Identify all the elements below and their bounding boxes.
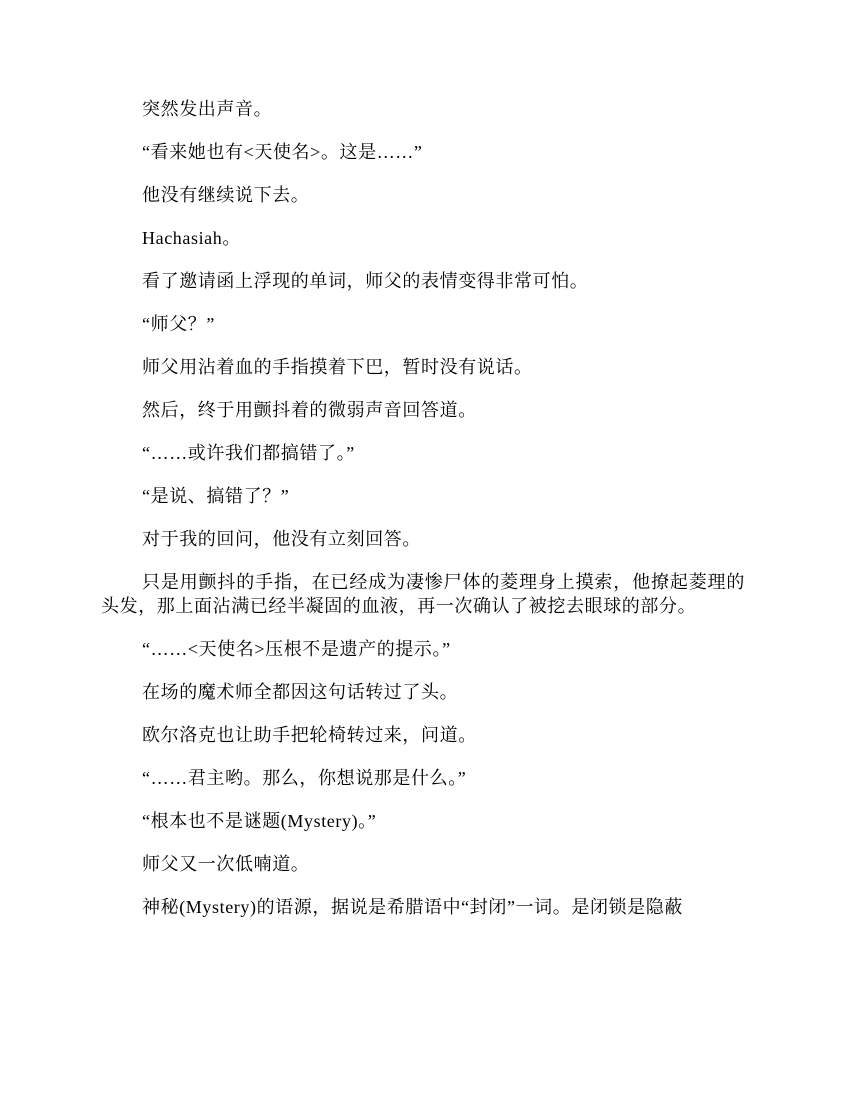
paragraph: 突然发出声音。 (142, 99, 273, 119)
paragraph: 神秘(Mystery)的语源，据说是希腊语中“封闭”一词。是闭锁是隐蔽 (142, 897, 683, 917)
paragraph: 然后，终于用颤抖着的微弱声音回答道。 (142, 400, 477, 420)
paragraph: “看来她也有<天使名>。这是……” (142, 142, 423, 162)
paragraph: 他没有继续说下去。 (142, 185, 310, 205)
paragraph: “……或许我们都搞错了。” (142, 443, 355, 463)
document-body (101, 97, 745, 938)
paragraph: “……<天使名>压根不是遗产的提示。” (142, 639, 451, 659)
paragraph: 在场的魔术师全都因这句话转过了头。 (142, 682, 459, 702)
paragraph: 对于我的回问，他没有立刻回答。 (142, 529, 421, 549)
paragraph: 师父又一次低喃道。 (142, 854, 310, 874)
paragraph: “……君主哟。那么，你想说那是什么。” (142, 768, 467, 788)
paragraph: 只是用颤抖的手指，在已经成为凄惨尸体的菱理身上摸索，他撩起菱理的头发，那上面沾满已经半凝固的血液，再一次确认了被挖去眼球的部分。 (101, 572, 745, 616)
paragraph: 欧尔洛克也让助手把轮椅转过来，问道。 (142, 725, 477, 745)
paragraph: Hachasiah。 (142, 228, 241, 248)
paragraph: 师父用沾着血的手指摸着下巴，暂时没有说话。 (142, 357, 533, 377)
paragraph: “是说、搞错了？” (142, 486, 290, 506)
paragraph: “师父？” (142, 314, 215, 334)
paragraph: “根本也不是谜题(Mystery)。” (142, 811, 377, 831)
paragraph: 看了邀请函上浮现的单词，师父的表情变得非常可怕。 (142, 271, 589, 291)
